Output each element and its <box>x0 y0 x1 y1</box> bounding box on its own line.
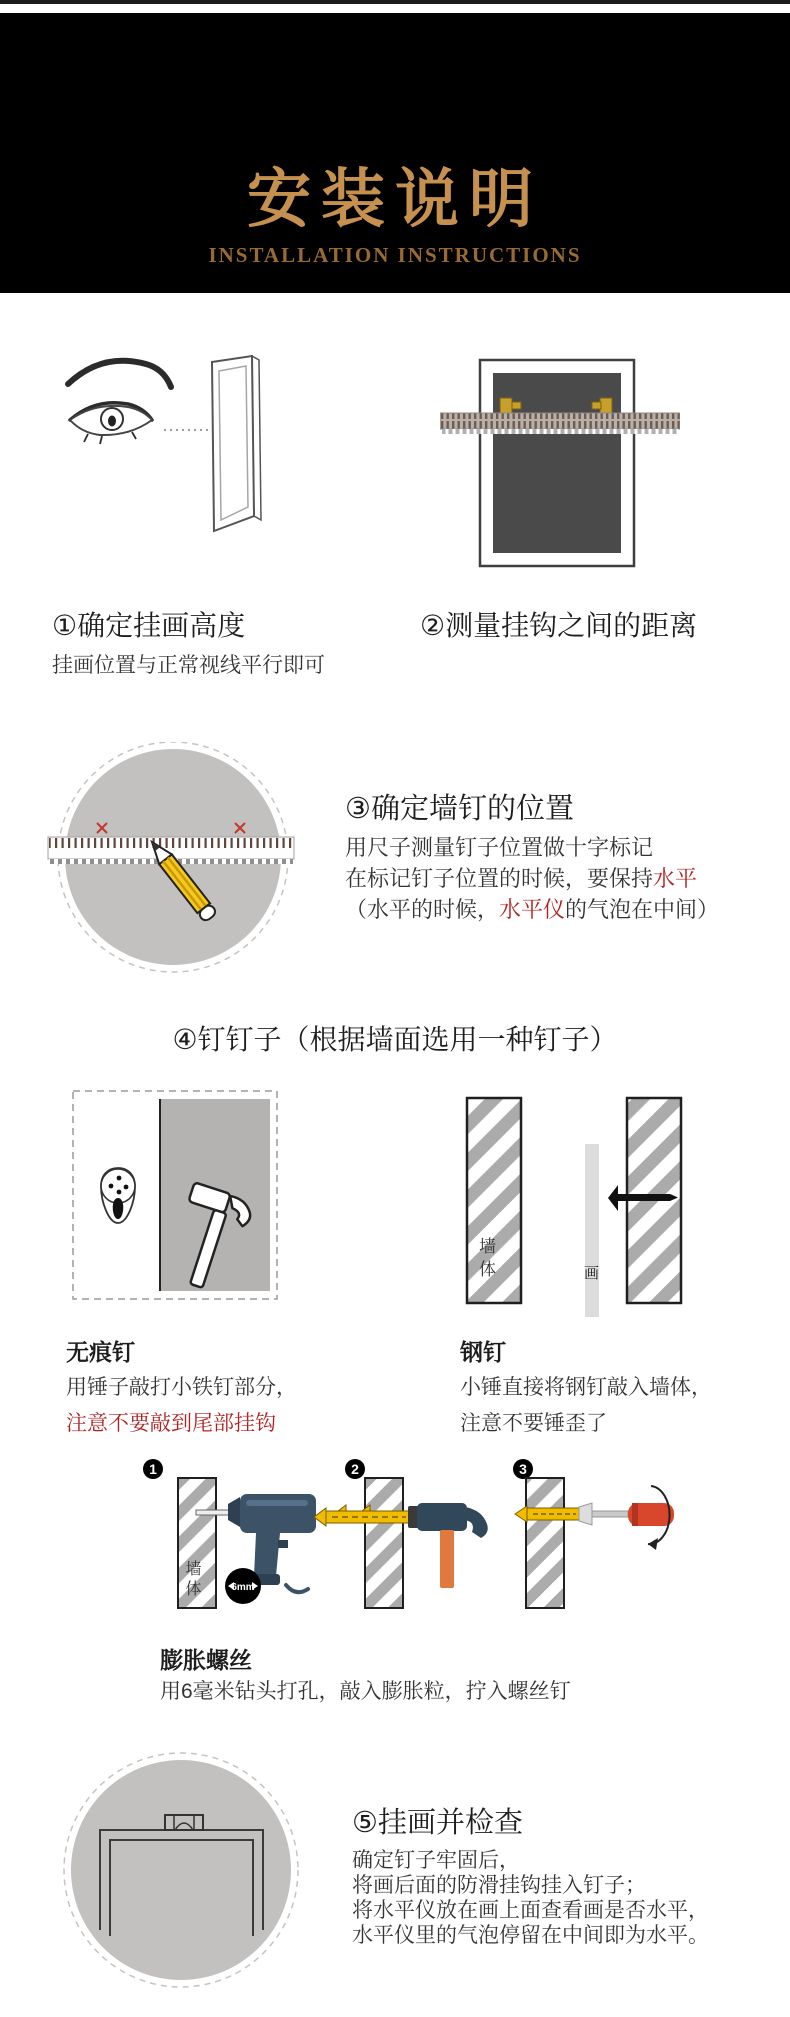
top-white-strip <box>0 4 790 13</box>
gray-circle-bg <box>71 1760 291 1980</box>
ruler-body <box>440 413 680 429</box>
step5-line1: 确定钉子牢固后， <box>352 1849 520 1872</box>
wall-label-2: 墙体 <box>183 1560 200 1600</box>
wall-column-2 <box>365 1478 403 1608</box>
steel-nail-line1: 小锤直接将钢钉敲入墙体， <box>460 1376 712 1399</box>
wall-label: 墙体 <box>476 1237 495 1283</box>
badge-3-icon <box>513 1459 533 1479</box>
spirit-level-icon <box>165 1815 203 1830</box>
eye-level-illustration <box>40 340 300 555</box>
check-level-illustration <box>28 1746 308 2017</box>
traceless-nail-line1: 用锤子敲打小铁钉部分， <box>66 1376 297 1399</box>
step3-line3-tail-text: 的气泡在中间） <box>565 897 720 922</box>
step3-line3 <box>345 894 719 925</box>
drill-size-label: 6mm <box>231 1582 255 1593</box>
badge-1-number: 1 <box>149 1461 157 1477</box>
hammer-2-icon <box>417 1503 488 1588</box>
eyebrow-shape <box>68 361 171 387</box>
page-title: 安装说明 <box>247 164 543 235</box>
page-subtitle: INSTALLATION INSTRUCTIONS <box>208 243 582 267</box>
badge-2-number: 2 <box>351 1461 359 1477</box>
ruler-teeth <box>442 429 678 434</box>
screwdriver-icon <box>628 1486 674 1550</box>
step3-title: ③确定墙钉的位置 <box>345 793 574 825</box>
badge-3-number: 3 <box>519 1461 527 1477</box>
step5-title: ⑤挂画并检查 <box>352 1807 523 1839</box>
step3-line2-text: 在标记钉子位置的时候，要保持 <box>345 866 654 891</box>
traceless-nail-name: 无痕钉 <box>66 1339 135 1365</box>
step5-line4: 水平仪里的气泡停留在中间即为水平。 <box>352 1924 709 1947</box>
wall-column-3 <box>526 1478 564 1608</box>
steel-nail-line2: 注意不要锤歪了 <box>460 1412 607 1435</box>
picture-label: 画 <box>584 1265 600 1282</box>
step5-line3: 将水平仪放在画上面查看画是否水平， <box>352 1899 709 1922</box>
traceless-nail-illustration <box>72 1090 278 1300</box>
badge-2-icon <box>345 1459 365 1479</box>
steel-nail-name: 钢钉 <box>460 1339 506 1365</box>
picture-edge-bar <box>585 1144 599 1317</box>
step3-line2 <box>345 863 719 894</box>
pupil-shape <box>108 416 116 427</box>
step3-line1: 用尺子测量钉子位置做十字标记 <box>345 835 654 860</box>
steel-nail-illustration <box>455 1092 745 1317</box>
step1-note: 挂画位置与正常视线平行即可 <box>52 654 325 677</box>
6mm-badge <box>225 1568 261 1604</box>
step3-line3-text: （水平的时候， <box>345 897 500 922</box>
traceless-nail-warning: 注意不要敲到尾部挂钩 <box>66 1412 276 1435</box>
step3-line2-red-text: 水平 <box>653 866 698 891</box>
ruler-ticks <box>49 838 293 848</box>
step4-title: ④钉钉子（根据墙面选用一种钉子） <box>172 1024 618 1055</box>
badge-1-icon <box>143 1459 163 1479</box>
step1-title: ①确定挂画高度 <box>52 610 246 641</box>
step2-title: ②测量挂钩之间的距离 <box>420 610 698 641</box>
step5-line2: 将画后面的防滑挂钩挂入钉子； <box>352 1874 646 1897</box>
step3-line3-red-text: 水平仪 <box>499 897 566 922</box>
expansion-screw-line1: 用6毫米钻头打孔，敲入膨胀粒，拧入螺丝钉 <box>160 1680 571 1703</box>
frame-ruler-illustration <box>440 356 680 572</box>
expansion-screw-name: 膨胀螺丝 <box>160 1647 252 1673</box>
mark-position-illustration <box>40 742 300 992</box>
